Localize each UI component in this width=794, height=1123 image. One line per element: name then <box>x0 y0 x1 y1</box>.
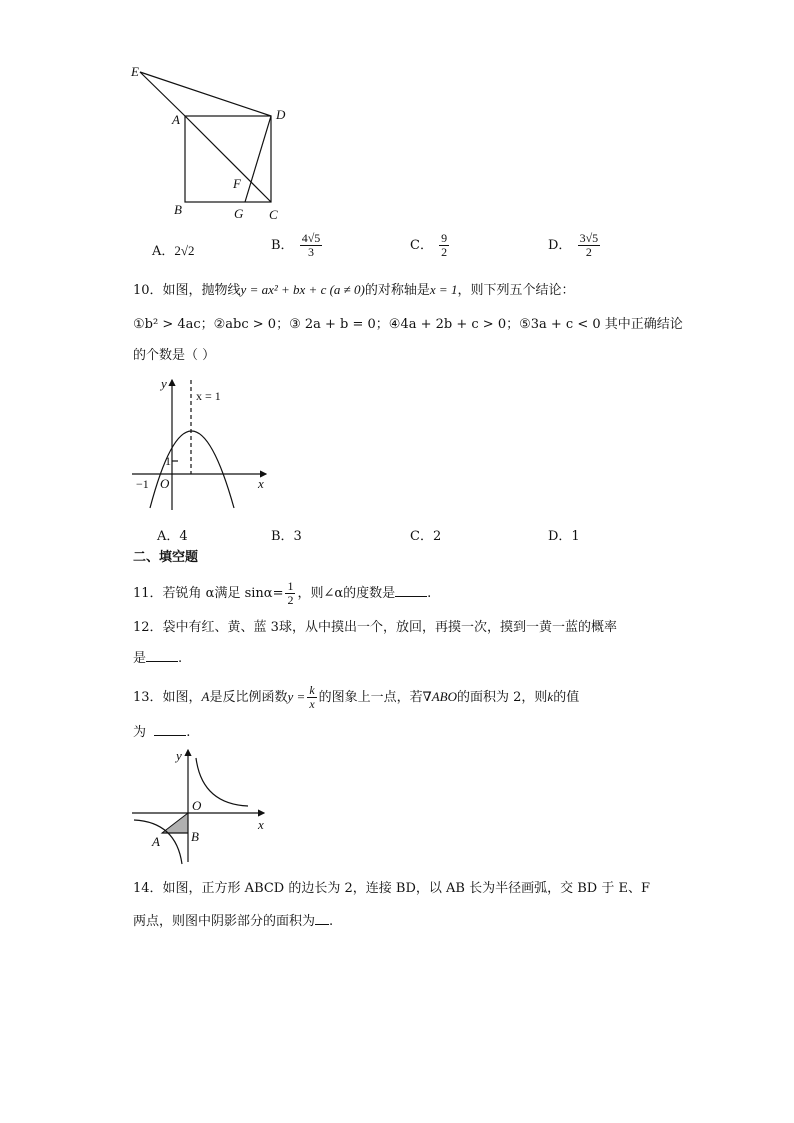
q12-stem-line2: 是 . <box>133 651 183 666</box>
q12-stem-line1: 12．袋中有红、黄、蓝 3球，从中摸出一个，放回，再摸一次，摸到一黄一蓝的概率 <box>133 620 617 635</box>
x-axis-label: x <box>258 476 264 491</box>
q14-stem-line2: 两点，则图中阴影部分的面积为 . <box>133 914 334 929</box>
origin-label: O <box>192 798 202 813</box>
one-label: 1 <box>165 454 171 468</box>
q10-option-b[interactable]: B．3 <box>271 529 302 544</box>
origin-label: O <box>160 476 170 491</box>
label-f: F <box>233 176 241 191</box>
q13-stem-line2: 为 . <box>133 725 191 740</box>
point-b-label: B <box>191 829 199 844</box>
symmetry-axis-label: x = 1 <box>196 389 221 403</box>
point-a-label: A <box>152 834 160 849</box>
q14-answer-blank[interactable] <box>315 912 329 925</box>
parabola-curve <box>150 431 234 508</box>
y-axis-label: y <box>176 748 182 763</box>
q10-stem-line3: 的个数是（ ） <box>133 348 216 363</box>
section-title-fill-in: 二、填空题 <box>133 550 199 565</box>
q9-option-d[interactable]: D． $\frac{3√5}{2}$ <box>548 231 599 259</box>
label-g: G <box>234 206 244 221</box>
label-e: E <box>131 64 139 79</box>
label-c: C <box>269 207 278 222</box>
x-axis-label: x <box>258 817 264 832</box>
neg-one-label: −1 <box>136 477 149 491</box>
segment-ea <box>140 72 185 116</box>
q11-stem: 11．若锐角 α满足 sinα= $\frac{1}{2}$ ，则∠α的度数是 . <box>133 579 432 607</box>
q9-option-a[interactable]: A．2√2 <box>152 243 195 259</box>
q10-option-d[interactable]: D．1 <box>548 529 580 544</box>
q13-answer-blank[interactable] <box>154 723 186 736</box>
label-d: D <box>276 107 286 122</box>
label-a: A <box>172 112 180 127</box>
q9-option-b[interactable]: B． $\frac{4√5}{3}$ <box>271 231 321 259</box>
q14-stem-line1: 14．如图，正方形 ABCD 的边长为 2，连接 BD，以 AB 长为半径画弧，交 BD 于 E、F <box>133 881 650 896</box>
q10-stem-line2: ①b² > 4ac；②abc > 0；③ 2a + b = 0；④4a + 2b + c > 0；⑤3a + c < 0 其中正确结论 <box>133 317 683 332</box>
q11-answer-blank[interactable] <box>395 584 427 597</box>
q12-answer-blank[interactable] <box>146 649 178 662</box>
q9-option-c[interactable]: C． $\frac{9}{2}$ <box>410 231 448 259</box>
shaded-triangle-abo <box>162 813 188 833</box>
label-b: B <box>174 202 182 217</box>
q13-hyperbola-figure <box>128 744 278 868</box>
y-axis-label: y <box>161 376 167 391</box>
q10-stem-line1: 10．如图，抛物线y = ax² + bx + c (a ≠ 0)的对称轴是x = 1，则下列五个结论： <box>133 282 575 298</box>
hyperbola-branch-q1 <box>196 758 248 806</box>
q10-parabola-figure <box>128 374 278 514</box>
q13-stem-line1: 13．如图，A是反比例函数y = $\frac{k}{x}$ 的图象上一点，若∇ABO的面积为 2，则k的值 <box>133 683 580 711</box>
segment-ed <box>140 72 271 116</box>
q10-option-c[interactable]: C．2 <box>410 529 442 544</box>
q9-geometry-figure <box>128 62 298 224</box>
q10-option-a[interactable]: A．4 <box>157 529 188 544</box>
